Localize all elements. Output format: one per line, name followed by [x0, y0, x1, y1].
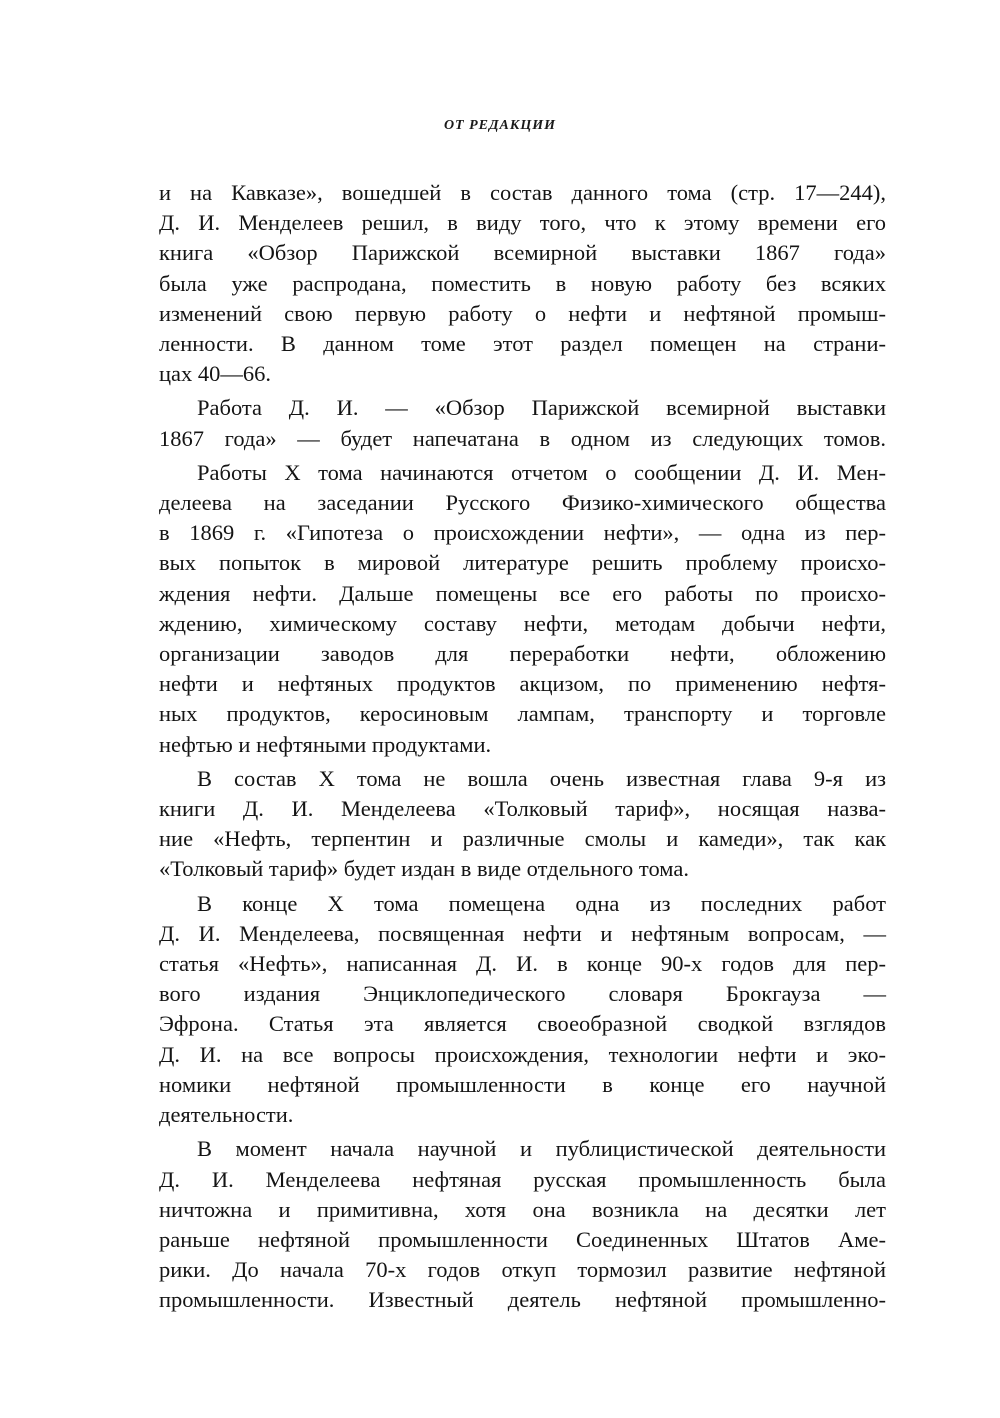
paragraph — [159, 178, 886, 389]
text-line: «Толковый тариф» будет издан в виде отдельного тома. — [159, 856, 689, 882]
text-line: делеева на заседании Русского Физико-химического общества — [159, 490, 886, 516]
text-line: В момент начала научной и публицистической деятельности — [197, 1136, 886, 1162]
text-line: Д. И. Менделеева, посвященная нефти и нефтяным вопросам, — — [159, 920, 886, 946]
text-line: Д. И. на все вопросы происхождения, технологии нефти и эко- — [159, 1041, 886, 1067]
text-line: изменений свою первую работу о нефти и нефтяной промыш- — [159, 300, 886, 326]
text-line: ние «Нефть, терпентин и различные смолы и камеди», так как — [159, 826, 886, 852]
text-line: Работа Д. И. — «Обзор Парижской всемирной выставки — [197, 395, 886, 421]
text-line: Работы X тома начинаются отчетом о сообщении Д. И. Мен- — [197, 459, 886, 485]
text-line: Эфрона. Статья эта является своеобразной сводкой взглядов — [159, 1011, 886, 1037]
text-line: номики нефтяной промышленности в конце его научной — [159, 1071, 886, 1097]
text-line: книга «Обзор Парижской всемирной выставки 1867 года» — [159, 240, 886, 266]
text-line: нефтью и нефтяными продуктами. — [159, 731, 492, 757]
text-line: и на Кавказе», вошедшей в состав данного тома (стр. 17—244), — [159, 180, 886, 205]
text-line: ждению, химическому составу нефти, методам добычи нефти, — [159, 610, 886, 636]
text-line: В состав X тома не вошла очень известная глава 9-я из — [197, 765, 886, 791]
paragraph — [159, 764, 886, 885]
text-line: рики. До начала 70-х годов откуп тормозил развитие нефтяной — [159, 1257, 886, 1283]
text-line: Д. И. Менделеев решил, в виду того, что к этому времени его — [159, 210, 886, 236]
text-line: цах 40—66. — [159, 361, 272, 387]
text-line: нефти и нефтяных продуктов акцизом, по применению нефтя- — [159, 671, 886, 697]
paragraph — [159, 458, 886, 760]
text-line: организации заводов для переработки нефти, обложению — [159, 641, 886, 667]
text-line: промышленности. Известный деятель нефтяной промышленно- — [159, 1287, 886, 1313]
text-line: в 1869 г. «Гипотеза о происхождении нефти», — одна из пер- — [159, 520, 886, 546]
text-line: вых попыток в мировой литературе решить проблему происхо- — [159, 550, 886, 576]
text-line: книги Д. И. Менделеева «Толковый тариф», носящая назва- — [159, 796, 886, 822]
running-head: ОТ РЕДАКЦИИ — [443, 118, 557, 133]
text-line: была уже распродана, поместить в новую работу без всяких — [159, 270, 886, 296]
text-line: В конце X тома помещена одна из последних работ — [197, 890, 886, 916]
text-line: Д. И. Менделеева нефтяная русская промышленность была — [159, 1166, 886, 1192]
text-line: ных продуктов, керосиновым лампам, транспорту и торговле — [159, 701, 886, 727]
body-text — [159, 178, 886, 1316]
text-line: ленности. В данном томе этот раздел помещен на страни- — [159, 331, 886, 357]
text-line: раньше нефтяной промышленности Соединенных Штатов Аме- — [159, 1226, 886, 1252]
text-line: статья «Нефть», написанная Д. И. в конце 90-х годов для пер- — [159, 951, 886, 977]
paragraph — [159, 393, 886, 453]
text-line: деятельности. — [159, 1102, 294, 1128]
text-line: 1867 года» — будет напечатана в одном из следующих томов. — [159, 425, 886, 451]
text-line: вого издания Энциклопедического словаря Брокгауза — — [159, 981, 886, 1007]
paragraph — [159, 1134, 886, 1315]
text-line: ждения нефти. Дальше помещены все его работы по происхо- — [159, 580, 886, 606]
text-line: ничтожна и примитивна, хотя она возникла на десятки лет — [159, 1196, 886, 1222]
paragraph — [159, 889, 886, 1131]
